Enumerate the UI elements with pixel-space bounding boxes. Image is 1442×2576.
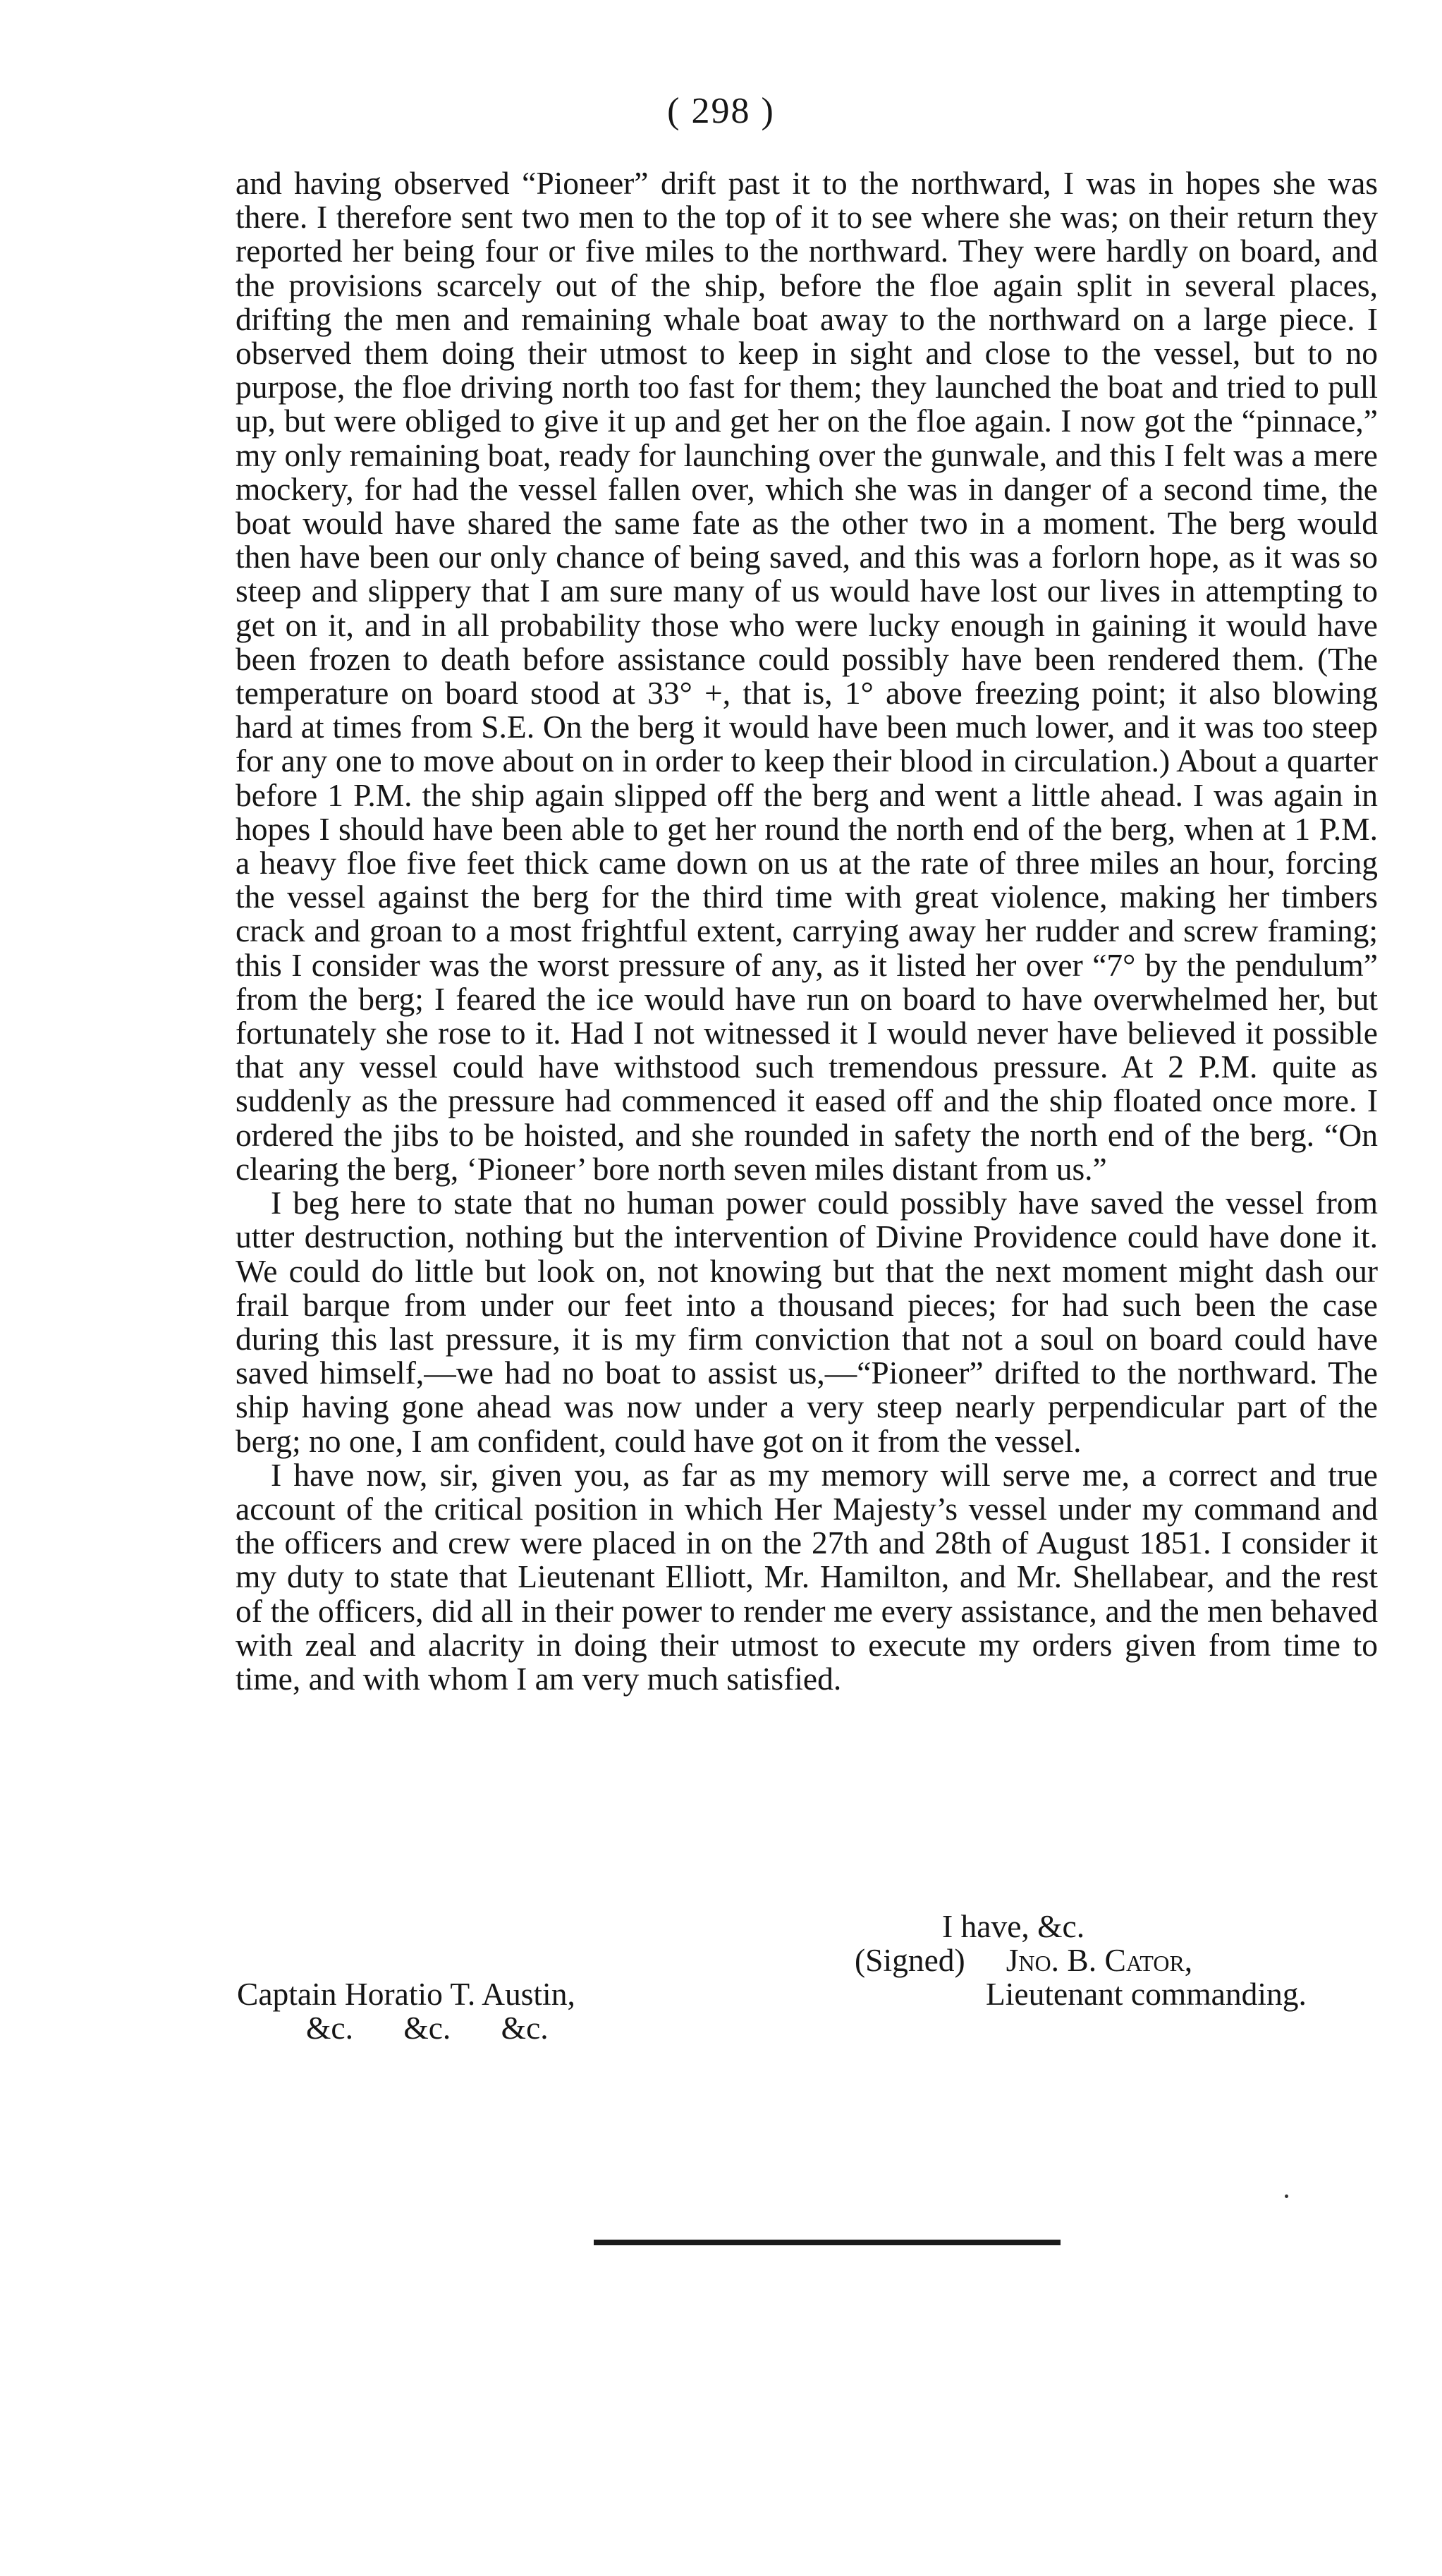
section-rule [594,2240,1061,2245]
addressee-name: Captain Horatio T. Austin, [237,1976,575,2012]
letter-body [236,166,1378,1696]
body-paragraph: I have now, sir, given you, as far as my memory will serve me, a correct and true account of the critical position in which Her Majesty’s vessel under my command and the officers and crew were placed in on the 27th and 28th of August 1851. I consider it my duty to state that Lieutenant Elliott, Mr. Hamilton, and Mr. Shellabear, and the rest of the officers, did all in their power to render me every assistance, and the men behaved with zeal and alacrity in doing their utmost to execute my orders given from time to time, and with whom I am very much satisfied. [236,1456,1378,1697]
page-number: ( 298 ) [667,91,775,131]
signed-label: (Signed) [855,1942,965,1978]
stray-mark [1285,2195,1288,2198]
addressee-etc: &c. &c. &c. [306,2010,549,2046]
signer-title: Lieutenant commanding. [986,1976,1307,2012]
signer-name: Jno. B. Cator, [1006,1942,1193,1978]
body-paragraph: I beg here to state that no human power could possibly have saved the vessel from utter destruction, nothing but the intervention of Divine Providence could have done it. We could do little but look on, not knowing but that the next moment might dash our frail barque from under our feet into a thousand pieces; for had such been the case during this last pressure, it is my firm conviction that not a soul on board could have saved himself,—we had no boat to assist us,—“Pioneer” drifted to the northward. The ship having gone ahead was now under a very steep nearly perpendicular part of the berg; no one, I am confident, could have got on it from the vessel. [236,1185,1378,1459]
sign-off: I have, &c. [942,1908,1085,1944]
body-paragraph: and having observed “Pioneer” drift past it to the northward, I was in hopes she was there. I therefore sent two men to the top of it to see where she was; on their return they reported her being four or five miles to the northward. They were hardly on board, and the provisions scarcely out of the ship, before the floe again split in several places, drifting the men and remaining whale boat away to the northward on a large piece. I observed them doing their utmost to keep in sight and close to the vessel, but to no purpose, the floe driving north too fast for them; they launched the boat and tried to pull up, but were obliged to give it up and get her on the floe again. I now got the “pinnace,” my only remaining boat, ready for launching over the gunwale, and this I felt was a mere mockery, for had the vessel fallen over, which she was in danger of a second time, the boat would have shared the same fate as the other two in a moment. The berg would then have been our only chance of being saved, and this was a forlorn hope, as it was so steep and slippery that I am sure many of us would have lost our lives in attempting to get on it, and in all probability those who were lucky enough in gaining it would have been frozen to death before assistance could possibly have been rendered them. (The temperature on board stood at 33° +, that is, 1° above freezing point; it also blowing hard at times from S.E. On the berg it would have been much lower, and it was too steep for any one to move about on in order to keep their blood in circulation.) About a quarter before 1 P.M. the ship again slipped off the berg and went a little ahead. I was again in hopes I should have been able to get her round the north end of the berg, when at 1 P.M. a heavy floe five feet thick came down on us at the rate of three miles an hour, forcing the vessel against the berg for the third time with great violence, making her timbers crack and groan to a most frightful extent, carrying away her rudder and screw framing; this I consider was the worst pressure of any, as it listed her over “7° by the pendulum” from the berg; I feared the ice would have run on board to have overwhelmed her, but fortunately she rose to it. Had I not witnessed it I would never have believed it possible that any vessel could have withstood such tremendous pressure. At 2 P.M. quite as suddenly as the pressure had commenced it eased off and the ship floated once more. I ordered the jibs to be hoisted, and she rounded in safety the north end of the berg. “On clearing the berg, ‘Pioneer’ bore north seven miles distant from us.” [236,165,1378,1187]
signature-line [855,1943,1192,1977]
